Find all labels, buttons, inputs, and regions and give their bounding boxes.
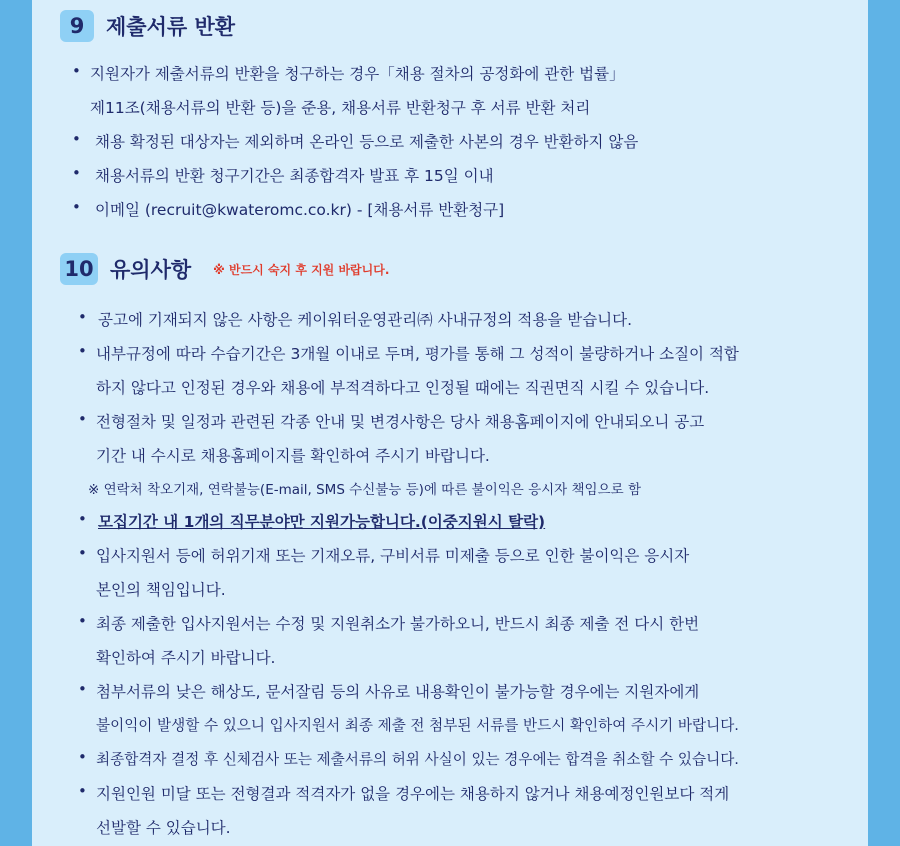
s9-item-1-line-1: 지원자가 제출서류의 반환을 청구하는 경우「채용 절차의 공정화에 관한 법률」 (90, 65, 625, 83)
section-9-title: 제출서류 반환 (106, 15, 236, 39)
s10-item-6-line-1: 최종 제출한 입사지원서는 수정 및 지원취소가 불가하오니, 반드시 최종 제출 전 다시 한번 (96, 615, 700, 633)
s10-item-3-line-1: 전형절차 및 일정과 관련된 각종 안내 및 변경사항은 당사 채용홈페이지에 안내되오니 공고 (96, 413, 705, 431)
section-9-header (60, 10, 235, 42)
bullet-dot: • (78, 544, 87, 562)
s10-contact-note: ※ 연락처 착오기재, 연락불능(E-mail, SMS 수신불능 등)에 따른 불이익은 응시자 책임으로 함 (88, 482, 642, 498)
s10-item-2-line-1: 내부규정에 따라 수습기간은 3개월 이내로 두며, 평가를 통해 그 성적이 불량하거나 소질이 적합 (96, 345, 739, 363)
s10-item-8: 최종합격자 결정 후 신체검사 또는 제출서류의 허위 사실이 있는 경우에는 합격을 취소할 수 있습니다. (96, 751, 739, 768)
section-9-number-badge: 9 (60, 10, 94, 42)
s10-item-9-line-1: 지원인원 미달 또는 전형결과 적격자가 없을 경우에는 채용하지 않거나 채용예정인원보다 적게 (96, 785, 730, 803)
bullet-dot: • (72, 130, 81, 148)
bullet-dot: • (78, 308, 87, 326)
section-10-warning-note: ※ 반드시 숙지 후 지원 바랍니다. (213, 262, 390, 277)
bullet-dot: • (72, 198, 81, 216)
s9-item-1-line-2: 제11조(채용서류의 반환 등)을 준용, 채용서류 반환청구 후 서류 반환 처리 (90, 99, 591, 117)
bullet-dot: • (72, 62, 81, 80)
bullet-dot: • (72, 164, 81, 182)
bullet-dot: • (78, 782, 87, 800)
bullet-dot: • (78, 680, 87, 698)
bullet-dot: • (78, 410, 87, 428)
s10-item-9-line-2: 선발할 수 있습니다. (96, 819, 231, 837)
bullet-dot: • (78, 510, 87, 528)
bullet-dot: • (78, 612, 87, 630)
s10-item-single-application: 모집기간 내 1개의 직무분야만 지원가능합니다.(이중지원시 탈락) (98, 513, 546, 531)
bullet-dot: • (78, 342, 87, 360)
s10-item-2-line-2: 하지 않다고 인정된 경우와 채용에 부적격하다고 인정될 때에는 직권면직 시킬 수 있습니다. (96, 379, 710, 397)
s10-item-7-line-1: 첨부서류의 낮은 해상도, 문서잘림 등의 사유로 내용확인이 불가능할 경우에는 지원자에게 (96, 683, 700, 701)
s10-item-5-line-2: 본인의 책임입니다. (96, 581, 226, 599)
s10-item-5-line-1: 입사지원서 등에 허위기재 또는 기재오류, 구비서류 미제출 등으로 인한 불이익은 응시자 (96, 547, 690, 565)
s9-item-4-email: 이메일 (recruit@kwateromc.co.kr) - [채용서류 반환청구] (95, 201, 505, 219)
s10-item-3-line-2: 기간 내 수시로 채용홈페이지를 확인하여 주시기 바랍니다. (96, 447, 490, 465)
section-10-title: 유의사항 (110, 258, 192, 282)
section-10-number-badge: 10 (60, 253, 98, 285)
s10-item-1: 공고에 기재되지 않은 사항은 케이워터운영관리㈜ 사내규정의 적용을 받습니다. (98, 311, 633, 329)
section-10-header (60, 253, 389, 285)
s9-item-3: 채용서류의 반환 청구기간은 최종합격자 발표 후 15일 이내 (95, 167, 494, 185)
s10-item-7-line-2: 불이익이 발생할 수 있으니 입사지원서 최종 제출 전 첨부된 서류를 반드시 확인하여 주시기 바랍니다. (96, 717, 739, 734)
s9-item-2: 채용 확정된 대상자는 제외하며 온라인 등으로 제출한 사본의 경우 반환하지 않음 (95, 133, 639, 151)
bullet-dot: • (78, 748, 87, 766)
s10-item-6-line-2: 확인하여 주시기 바랍니다. (96, 649, 276, 667)
